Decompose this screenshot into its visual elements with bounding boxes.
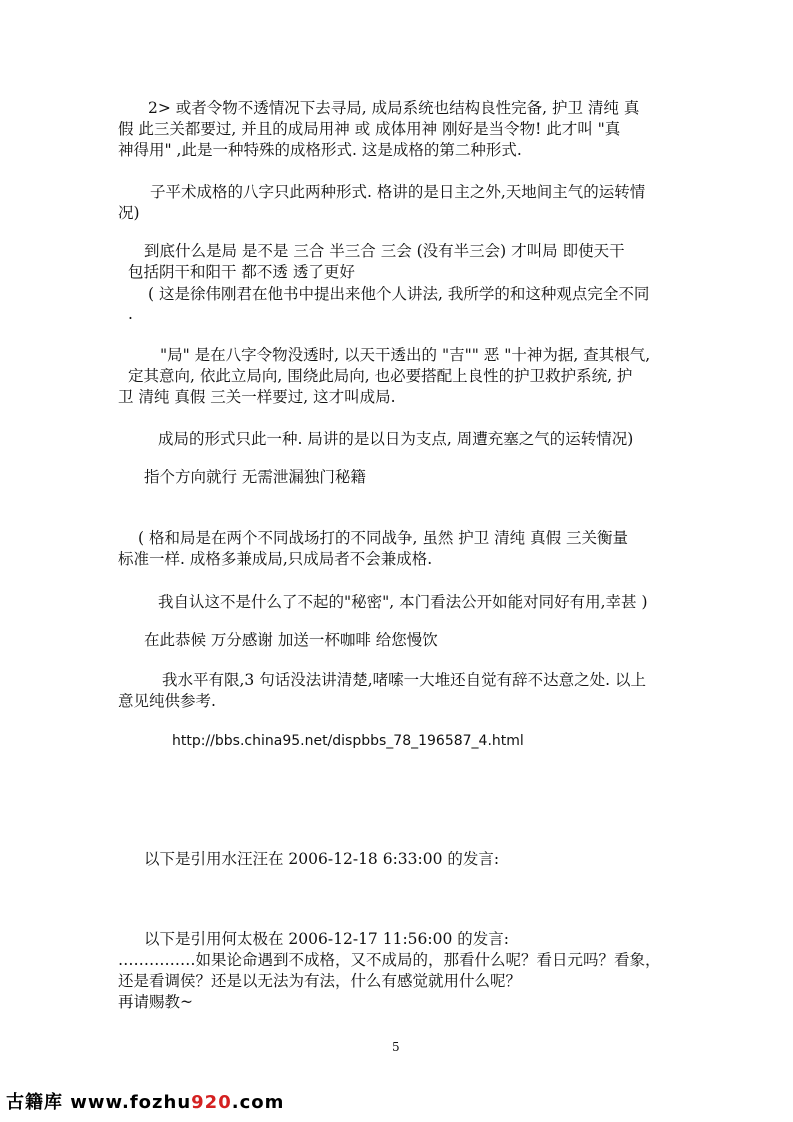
watermark-tld: .com	[231, 1092, 285, 1113]
paragraph-line: "局" 是在八字令物没透时, 以天干透出的 "吉"" 恶 "十神为据, 查其根气,	[160, 346, 651, 364]
paragraph-line: 假 此三关都要过, 并且的成局用神 或 成体用神 刚好是当令物! 此才叫 "真	[118, 120, 621, 138]
watermark-brand: 古籍库 www.fozhu	[6, 1092, 192, 1113]
paragraph-line: 卫 清纯 真假 三关一样要过, 这才叫成局.	[118, 388, 396, 406]
quote-line: ……………如果论命遇到不成格，又不成局的，那看什么呢？看日元吗？看象，	[118, 951, 661, 969]
paragraph-line: 定其意向, 依此立局向, 围绕此局向, 也必要搭配上良性的护卫救护系统, 护	[128, 367, 633, 385]
paragraph-line: 在此恭候 万分感谢 加送一杯咖啡 给您慢饮	[144, 631, 438, 649]
paragraph-line: 标准一样. 成格多兼成局,只成局者不会兼成格.	[118, 550, 433, 568]
paragraph-line: .	[128, 305, 133, 323]
quote-header: 以下是引用何太极在 2006-12-17 11:56:00 的发言:	[144, 930, 509, 948]
forum-link[interactable]: http://bbs.china95.net/dispbbs_78_196587_4.html	[172, 733, 524, 749]
quote-line: 还是看调侯？还是以无法为有法，什么有感觉就用什么呢？	[118, 972, 522, 990]
paragraph-line: 我自认这不是什么了不起的"秘密", 本门看法公开如能对同好有用,幸甚 )	[158, 593, 648, 611]
paragraph-line: 况)	[118, 204, 140, 222]
paragraph-line: 我水平有限,3 句话没法讲清楚,啫嗦一大堆还自觉有辞不达意之处. 以上	[162, 671, 646, 689]
paragraph-line: 意见纯供参考.	[118, 692, 216, 710]
paragraph-line: 指个方向就行 无需泄漏独门秘籍	[144, 468, 366, 486]
paragraph-line: 包括阴干和阳干 都不透 透了更好	[128, 263, 355, 281]
paragraph-line: ( 这是徐伟刚君在他书中提出来他个人讲法, 我所学的和这种观点完全不同	[148, 285, 650, 303]
paragraph-line: 到底什么是局 是不是 三合 半三合 三会 (没有半三会) 才叫局 即使天干	[144, 242, 625, 260]
paragraph-line: 神得用" ,此是一种特殊的成格形式. 这是成格的第二种形式.	[118, 141, 522, 159]
quote-line: 再请赐教~	[118, 993, 193, 1011]
paragraph-line: 成局的形式只此一种. 局讲的是以日为支点, 周遭充塞之气的运转情况)	[158, 430, 634, 448]
paragraph-line: ( 格和局是在两个不同战场打的不同战争, 虽然 护卫 清纯 真假 三关衡量	[138, 529, 629, 547]
paragraph-line: 子平术成格的八字只此两种形式. 格讲的是日主之外,天地间主气的运转情	[150, 183, 646, 201]
page-number: 5	[392, 1040, 400, 1054]
quote-header: 以下是引用水汪汪在 2006-12-18 6:33:00 的发言:	[144, 850, 500, 868]
site-watermark[interactable]	[6, 1088, 284, 1114]
paragraph-line: 2> 或者令物不透情况下去寻局, 成局系统也结构良性完备, 护卫 清纯 真	[148, 99, 640, 117]
watermark-number: 920	[191, 1092, 232, 1113]
